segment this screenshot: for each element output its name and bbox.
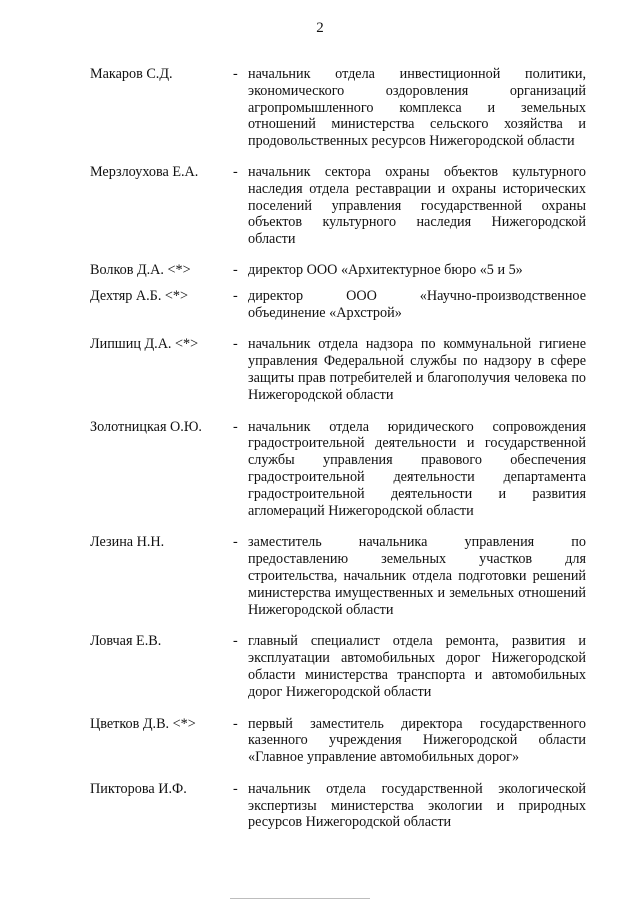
member-position: начальник отдела юридического сопровождения градостроительной деятельности и государственной службы управления правового обеспечения градостроительной деятельности департамента градостроительной деятельности и развития агломераций Нижегородской области (248, 418, 586, 519)
list-item (0, 336, 640, 403)
list-item (0, 716, 640, 766)
member-name: Золотницкая О.Ю. (90, 418, 202, 435)
member-name: Волков Д.А. <*> (90, 261, 191, 278)
member-position: директор ООО «Архитектурное бюро «5 и 5» (248, 261, 523, 278)
dash-separator: - (233, 780, 238, 797)
list-item (0, 164, 640, 248)
member-position: начальник отдела государственной экологической экспертизы министерства экологии и природных ресурсов Нижегородской области (248, 780, 586, 831)
member-position: заместитель начальника управления по предоставлению земельных участков для строительства, начальник отдела подготовки решений министерства имущественных и земельных отношений Нижегородской области (248, 534, 586, 618)
member-name: Липшиц Д.А. <*> (90, 336, 199, 353)
list-item (0, 66, 640, 150)
list-item (0, 633, 640, 700)
dash-separator: - (233, 66, 238, 82)
list-item (0, 262, 640, 279)
list-item (0, 419, 640, 520)
scan-artifact-line (230, 898, 370, 899)
member-position: первый заместитель директора государственного казенного учреждения Нижегородской области «Главное управление автомобильных дорог» (248, 715, 586, 766)
member-name: Дехтяр А.Б. <*> (90, 287, 189, 304)
list-item (0, 534, 640, 618)
member-list (0, 66, 640, 831)
dash-separator: - (233, 633, 238, 650)
member-name: Мерзлоухова Е.А. (90, 163, 199, 180)
member-name: Пикторова И.Ф. (90, 780, 187, 797)
dash-separator: - (233, 715, 238, 732)
member-position: главный специалист отдела ремонта, развития и эксплуатации автомобильных дорог Нижегородской области министерства транспорта и автомобильных дорог Нижегородской области (248, 633, 586, 700)
member-name: Цветков Д.В. <*> (90, 715, 196, 732)
dash-separator: - (233, 418, 238, 435)
dash-separator: - (233, 261, 238, 278)
list-item (0, 288, 640, 322)
member-position: директор ООО «Научно-производственное объединение «Архстрой» (248, 287, 586, 321)
member-position: начальник отдела инвестиционной политики, экономического оздоровления организаций агропромышленного комплекса и земельных отношений министерства сельского хозяйства и продовольственных ресурсов Нижегородской области (248, 66, 586, 150)
member-name: Макаров С.Д. (90, 66, 173, 82)
dash-separator: - (233, 163, 238, 180)
member-name: Лезина Н.Н. (90, 534, 165, 551)
dash-separator: - (233, 336, 238, 353)
list-item (0, 781, 640, 831)
dash-separator: - (233, 287, 238, 304)
member-position: начальник отдела надзора по коммунальной гигиене управления Федеральной службы по надзору в сфере защиты прав потребителей и благополучия человека по Нижегородской области (248, 336, 586, 403)
member-position: начальник сектора охраны объектов культурного наследия отдела реставрации и охраны исторических поселений управления государственной охраны объектов культурного наследия Нижегородской области (248, 163, 586, 248)
dash-separator: - (233, 534, 238, 551)
member-name: Ловчая Е.В. (90, 633, 162, 650)
page-number: 2 (316, 20, 324, 36)
